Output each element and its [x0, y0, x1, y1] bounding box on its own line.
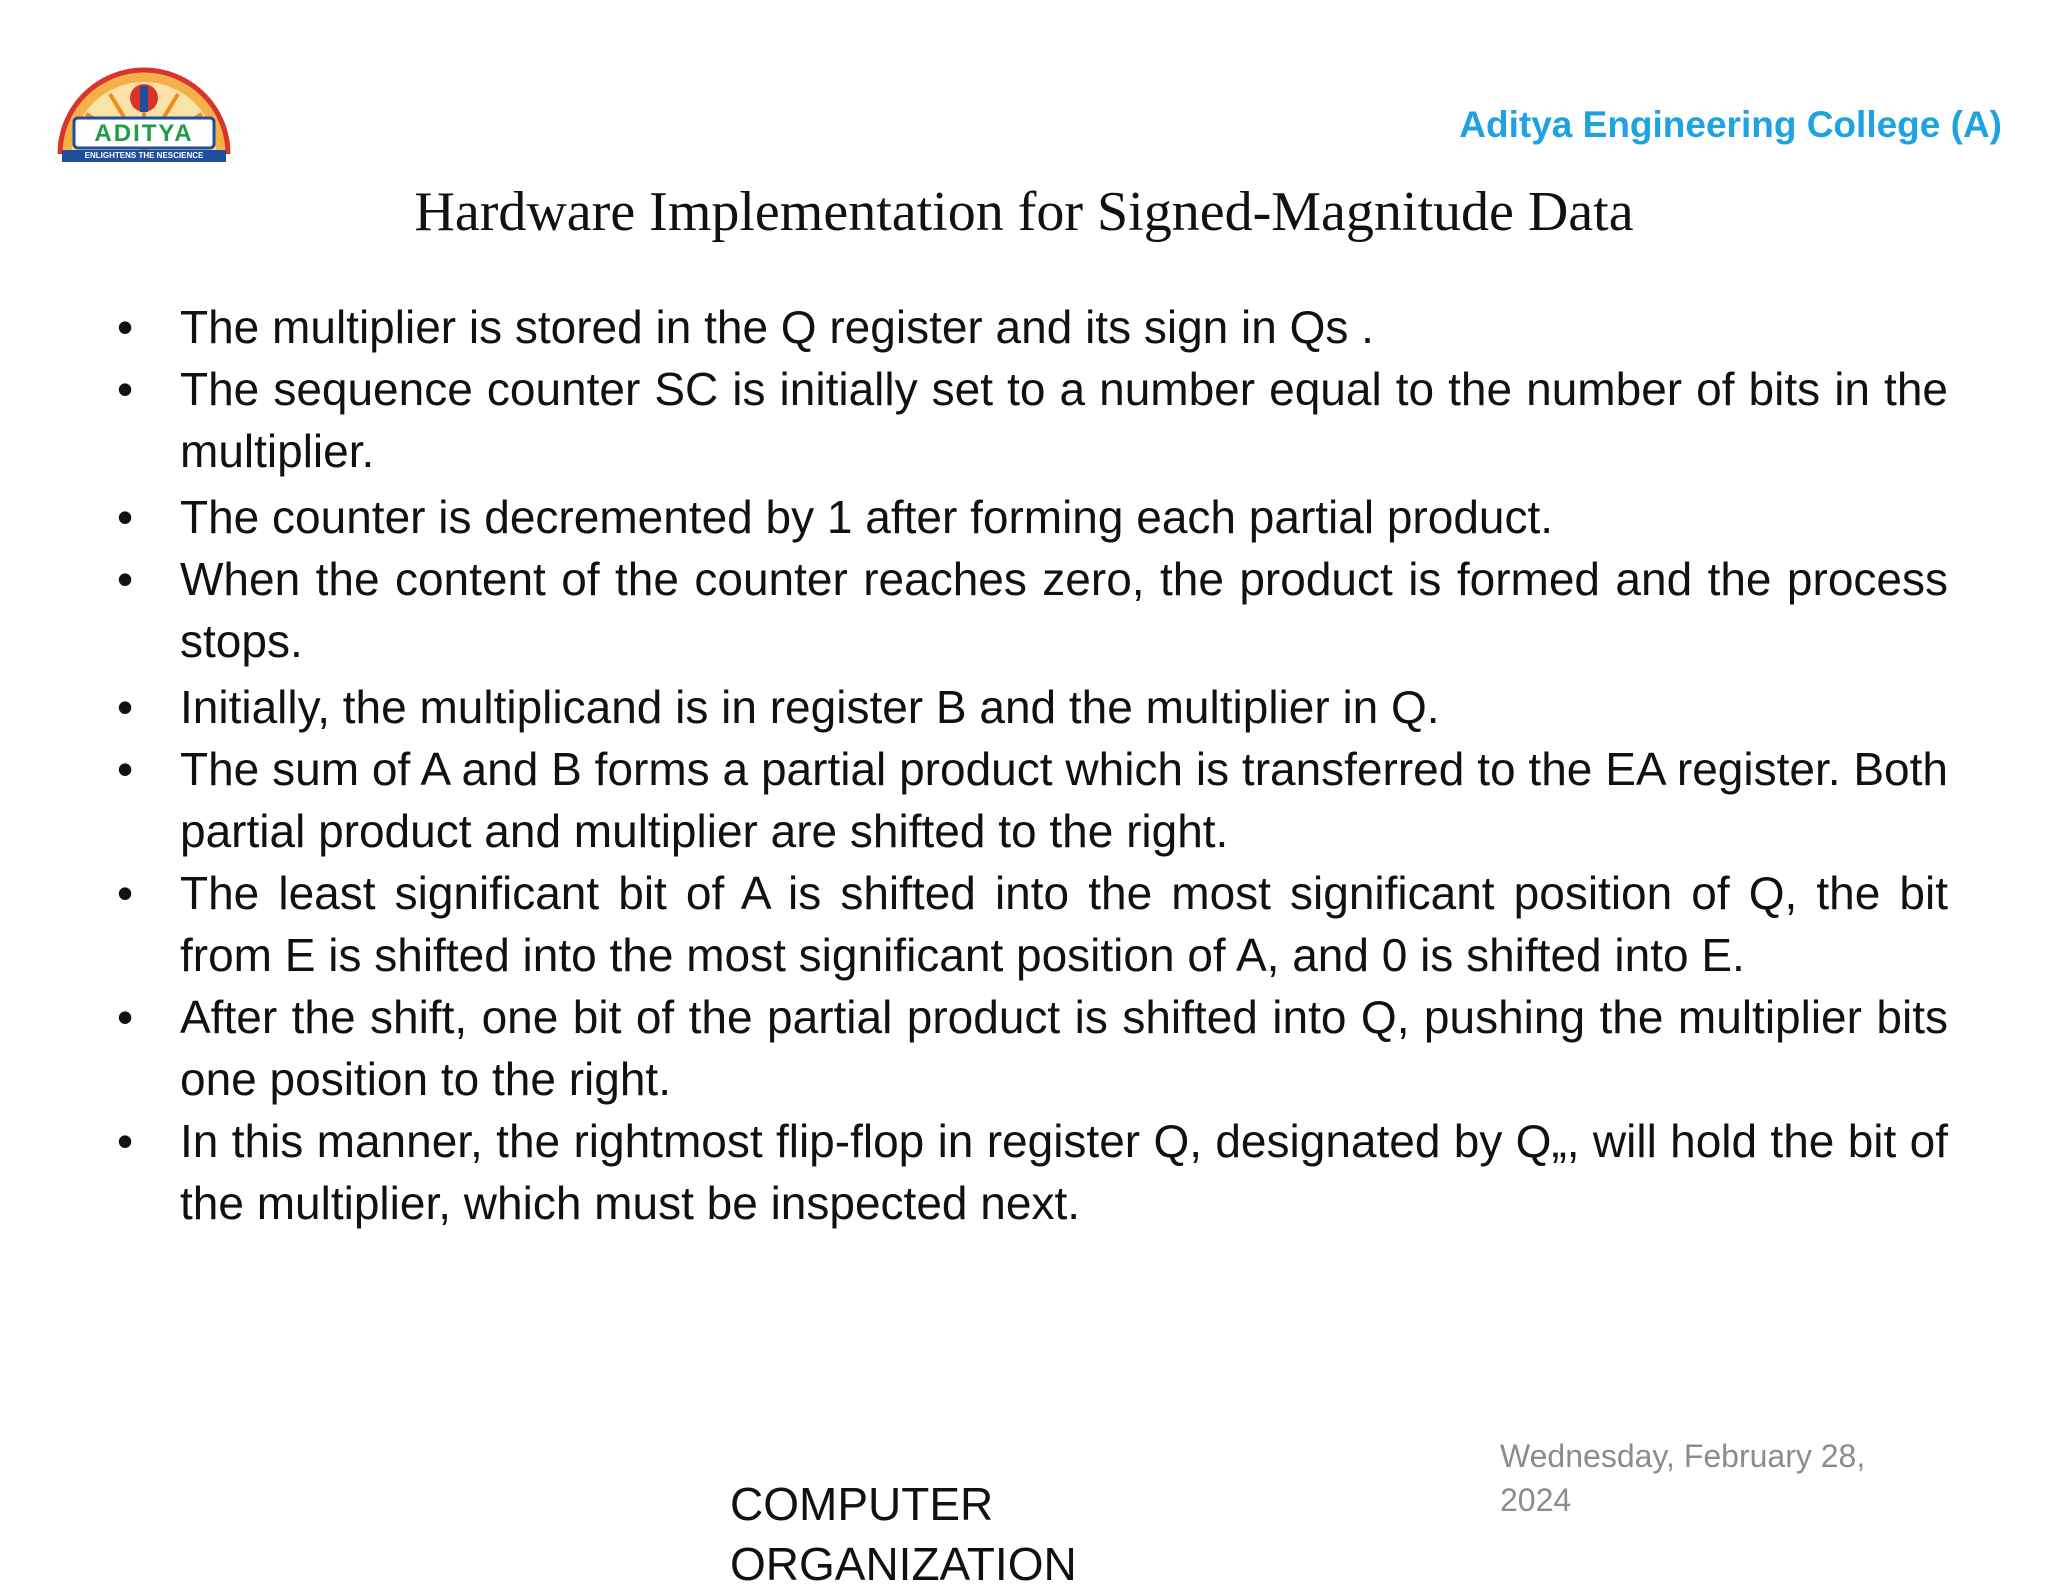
college-name: Aditya Engineering College (A) [1459, 104, 2002, 145]
footer-course-line: ORGANIZATION [730, 1538, 1077, 1590]
bullet-text: In this manner, the rightmost flip-flop in register Q, designated by Q„, will hold the bit of the multiplier, which must be inspected next. [180, 1115, 1948, 1229]
bullet-item [110, 296, 1948, 358]
bullet-dot: • [116, 363, 134, 415]
bullet-list [110, 296, 1948, 1234]
bullet-text: The least significant bit of A is shifted into the most significant position of Q, the bit from E is shifted into the most significant position of A, and 0 is shifted into E. [180, 867, 1948, 981]
bullet-item [110, 486, 1948, 548]
bullet-dot: • [116, 491, 134, 543]
bullet-text: The sequence counter SC is initially set to a number equal to the number of bits in the multiplier. [180, 363, 1948, 477]
logo-tagline: ENLIGHTENS THE NESCIENCE [84, 151, 204, 160]
bullet-text: The sum of A and B forms a partial product which is transferred to the EA register. Both partial product and multiplier are shifted to the right. [180, 743, 1948, 857]
footer-course-name [730, 1474, 1150, 1594]
bullet-text: The multiplier is stored in the Q register and its sign in Qs . [180, 301, 1374, 353]
bullet-item [110, 986, 1948, 1110]
bullet-dot: • [116, 743, 134, 795]
bullet-dot: • [116, 553, 134, 605]
bullet-dot: • [116, 301, 134, 353]
bullet-item [110, 676, 1948, 738]
bullet-text: After the shift, one bit of the partial product is shifted into Q, pushing the multiplier bits one position to the right. [180, 991, 1948, 1105]
bullet-item [110, 358, 1948, 482]
college-logo [52, 54, 236, 166]
bullet-dot: • [116, 1115, 134, 1167]
bullet-item [110, 1110, 1948, 1234]
logo-emblem-icon [52, 54, 236, 166]
footer-date [1500, 1434, 1920, 1522]
bullet-item [110, 738, 1948, 862]
slide-title: Hardware Implementation for Signed-Magnitude Data [414, 181, 1634, 243]
bullet-dot: • [116, 681, 134, 733]
footer-date-line: Wednesday, February 28, [1500, 1438, 1866, 1474]
bullet-item [110, 548, 1948, 672]
footer-course-line: COMPUTER [730, 1478, 994, 1530]
bullet-text: The counter is decremented by 1 after forming each partial product. [180, 491, 1554, 543]
bullet-text: Initially, the multiplicand is in register B and the multiplier in Q. [180, 681, 1440, 733]
logo-text: ADITYA [94, 120, 194, 147]
bullet-dot: • [116, 991, 134, 1043]
bullet-text: When the content of the counter reaches zero, the product is formed and the process stops. [180, 553, 1948, 667]
footer-date-line: 2024 [1500, 1482, 1572, 1518]
bullet-dot: • [116, 867, 134, 919]
bullet-item [110, 862, 1948, 986]
